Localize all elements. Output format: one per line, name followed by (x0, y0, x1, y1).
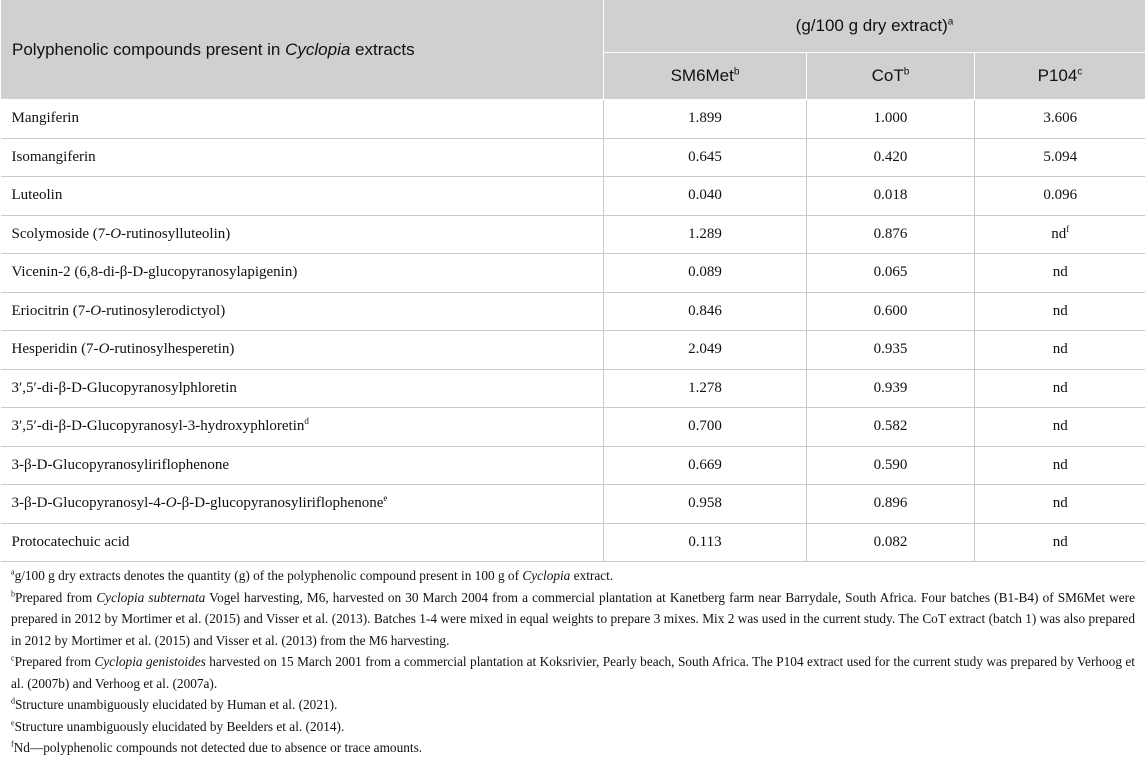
cot-value-cell (807, 292, 975, 331)
compound-name-sup: d (304, 416, 309, 426)
compound-name-pre: 3′,5′-di-β-D-Glucopyranosylphloretin (12, 380, 237, 396)
table-row (1, 485, 1145, 524)
compound-name-pre: 3-β-D-Glucopyranosyl-4- (12, 495, 166, 511)
value-text: 1.000 (874, 110, 908, 126)
table-row (1, 138, 1145, 177)
compound-name-cell (1, 254, 604, 293)
value-text: 0.089 (688, 264, 722, 280)
table-row (1, 177, 1145, 216)
compound-name-cell (1, 138, 604, 177)
cot-value-cell (807, 369, 975, 408)
column-header-p104 (975, 53, 1145, 100)
unit-header-footnote-mark: a (948, 16, 954, 27)
value-text: nd (1053, 457, 1068, 473)
sm6met-value-cell (604, 331, 807, 370)
value-text: 0.700 (688, 418, 722, 434)
unit-header (604, 0, 1145, 53)
footnote-mark: a (11, 568, 15, 577)
unit-header-text: (g/100 g dry extract) (796, 16, 948, 35)
compounds-column-header (1, 0, 604, 100)
compound-name-pre: Luteolin (12, 187, 63, 203)
footnote-d (11, 694, 1135, 716)
column-header-label: SM6Met (671, 66, 734, 85)
value-text: nd (1053, 380, 1068, 396)
value-text: 0.040 (688, 187, 722, 203)
value-text: 0.669 (688, 457, 722, 473)
compound-name-pre: Isomangiferin (12, 149, 96, 165)
compounds-header-genus: Cyclopia (285, 40, 350, 59)
sm6met-value-cell (604, 292, 807, 331)
value-text: 0.896 (874, 495, 908, 511)
compound-name-cell (1, 100, 604, 139)
footnote-text: Structure unambiguously elucidated by Beelders et al. (2014). (15, 719, 345, 734)
compound-name-ital: O (99, 341, 110, 357)
footnote-text: Vogel harvesting, M6, harvested on 30 March 2004 from a commercial plantation at Kanetberg farm near Barrydale, South Africa. Four batches (B1-B4) of SM6Met were prepared in 2012 by Mortimer et al. (2015) and Visser et al. (2013). Batches 1-4 were mixed in equal weights to prepare 3 mixes. Mix 2 was used in the current study. The CoT extract (batch 1) was also prepared in 2012 by Mortimer et al. (2015) and Visser et al. (2013) from the M6 harvesting. (11, 590, 1135, 648)
footnote-mark: e (11, 718, 15, 727)
cot-value-cell (807, 138, 975, 177)
table-row (1, 408, 1145, 447)
footnote-a (11, 565, 1135, 587)
sm6met-value-cell (604, 408, 807, 447)
sm6met-value-cell (604, 369, 807, 408)
value-text: 0.582 (874, 418, 908, 434)
footnote-text: Nd—polyphenolic compounds not detected due to absence or trace amounts. (14, 740, 422, 755)
value-text: 0.876 (874, 226, 908, 242)
value-text: 0.846 (688, 303, 722, 319)
cot-value-cell (807, 331, 975, 370)
value-text: nd (1053, 303, 1068, 319)
table-row (1, 254, 1145, 293)
compound-name-cell (1, 177, 604, 216)
value-text: 0.113 (688, 534, 721, 550)
compound-name-cell (1, 369, 604, 408)
sm6met-value-cell (604, 254, 807, 293)
cot-value-cell (807, 254, 975, 293)
value-text: 1.289 (688, 226, 722, 242)
p104-value-cell (975, 292, 1145, 331)
value-text: 5.094 (1043, 149, 1077, 165)
sm6met-value-cell (604, 138, 807, 177)
footnote-text: g/100 g dry extracts denotes the quantity (g) of the polyphenolic compound present in 100 g of (15, 568, 523, 583)
table-footnotes (11, 565, 1135, 759)
footnote-text: Prepared from (15, 590, 96, 605)
compound-name-pre: Scolymoside (7- (12, 226, 111, 242)
footnote-mark: d (11, 697, 15, 706)
footnote-text: extract. (570, 568, 613, 583)
value-text: nd (1053, 495, 1068, 511)
compound-name-sup: e (383, 493, 387, 503)
value-text: 0.065 (874, 264, 908, 280)
value-text: 1.278 (688, 380, 722, 396)
value-text: 0.420 (874, 149, 908, 165)
cot-value-cell (807, 177, 975, 216)
value-text: 1.899 (688, 110, 722, 126)
compound-name-pre: Protocatechuic acid (12, 534, 130, 550)
table-row (1, 446, 1145, 485)
compound-name-cell (1, 331, 604, 370)
compound-name-post: -rutinosylluteolin) (121, 226, 230, 242)
compound-name-ital: O (166, 495, 177, 511)
value-text: nd (1053, 534, 1068, 550)
column-header-label: P104 (1038, 66, 1078, 85)
header-row-1 (1, 0, 1145, 53)
column-header-sm6met (604, 53, 807, 100)
compound-name-pre: 3′,5′-di-β-D-Glucopyranosyl-3-hydroxyphloretin (12, 418, 305, 434)
column-header-cot (807, 53, 975, 100)
p104-value-cell (975, 446, 1145, 485)
compound-name-post: -rutinosylhesperetin) (109, 341, 234, 357)
compound-name-ital: O (90, 303, 101, 319)
compound-name-pre: Hesperidin (7- (12, 341, 99, 357)
footnote-text: harvested on 15 March 2001 from a commercial plantation at Koksrivier, Pearly beach, South Africa. The P104 extract used for the current study was prepared by Verhoog et al. (2007b) and Verhoog et al. (2007a). (11, 654, 1135, 691)
footnote-mark: b (11, 589, 15, 598)
footnote-mark: c (11, 654, 15, 663)
compounds-header-suffix: extracts (350, 40, 414, 59)
value-text: 0.590 (874, 457, 908, 473)
compound-name-pre: Vicenin-2 (6,8-di-β-D-glucopyranosylapigenin) (12, 264, 298, 280)
p104-value-cell (975, 138, 1145, 177)
table-row (1, 215, 1145, 254)
footnote-c (11, 651, 1135, 694)
footnote-italic: Cyclopia genistoides (95, 654, 206, 669)
table-row (1, 331, 1145, 370)
column-header-footnote-mark: b (734, 66, 740, 77)
compound-name-cell (1, 446, 604, 485)
footnote-text: Prepared from (15, 654, 95, 669)
value-text: 0.082 (874, 534, 908, 550)
table-row (1, 523, 1145, 562)
cot-value-cell (807, 523, 975, 562)
p104-value-cell (975, 408, 1145, 447)
value-footnote-mark: f (1066, 224, 1069, 234)
sm6met-value-cell (604, 446, 807, 485)
compound-name-post: -rutinosylerodictyol) (101, 303, 225, 319)
table-body (1, 100, 1145, 562)
p104-value-cell (975, 100, 1145, 139)
value-text: nd (1053, 418, 1068, 434)
compound-name-pre: Eriocitrin (7- (12, 303, 91, 319)
compounds-header-text: Polyphenolic compounds present in (12, 40, 285, 59)
value-text: 0.600 (874, 303, 908, 319)
p104-value-cell (975, 331, 1145, 370)
table-row (1, 369, 1145, 408)
footnote-mark: f (11, 740, 14, 749)
compound-name-cell (1, 523, 604, 562)
column-header-footnote-mark: b (904, 66, 910, 77)
compound-name-cell (1, 485, 604, 524)
cot-value-cell (807, 100, 975, 139)
sm6met-value-cell (604, 485, 807, 524)
compound-name-pre: Mangiferin (12, 110, 79, 126)
compound-name-cell (1, 215, 604, 254)
value-text: 2.049 (688, 341, 722, 357)
compound-name-ital: O (110, 226, 121, 242)
compound-name-cell (1, 292, 604, 331)
value-text: nd (1053, 264, 1068, 280)
p104-value-cell (975, 215, 1145, 254)
sm6met-value-cell (604, 215, 807, 254)
footnote-f (11, 737, 1135, 759)
cot-value-cell (807, 446, 975, 485)
value-text: 0.958 (688, 495, 722, 511)
compound-name-cell (1, 408, 604, 447)
sm6met-value-cell (604, 100, 807, 139)
p104-value-cell (975, 523, 1145, 562)
value-text: nd (1051, 226, 1066, 242)
cot-value-cell (807, 485, 975, 524)
compound-name-pre: 3-β-D-Glucopyranosyliriflophenone (12, 457, 230, 473)
cot-value-cell (807, 408, 975, 447)
value-text: 0.935 (874, 341, 908, 357)
footnote-italic: Cyclopia subternata (96, 590, 205, 605)
column-header-label: CoT (872, 66, 904, 85)
table-row (1, 292, 1145, 331)
sm6met-value-cell (604, 177, 807, 216)
footnote-text: Structure unambiguously elucidated by Human et al. (2021). (15, 697, 337, 712)
footnote-b (11, 587, 1135, 652)
p104-value-cell (975, 177, 1145, 216)
cot-value-cell (807, 215, 975, 254)
value-text: 0.939 (874, 380, 908, 396)
value-text: 0.018 (874, 187, 908, 203)
p104-value-cell (975, 369, 1145, 408)
column-header-footnote-mark: c (1077, 66, 1082, 77)
value-text: 3.606 (1043, 110, 1077, 126)
p104-value-cell (975, 254, 1145, 293)
table-row (1, 100, 1145, 139)
compound-name-post: -β-D-glucopyranosyliriflophenone (177, 495, 384, 511)
value-text: nd (1053, 341, 1068, 357)
value-text: 0.096 (1043, 187, 1077, 203)
footnote-e (11, 716, 1135, 738)
value-text: 0.645 (688, 149, 722, 165)
sm6met-value-cell (604, 523, 807, 562)
footnote-italic: Cyclopia (522, 568, 570, 583)
p104-value-cell (975, 485, 1145, 524)
